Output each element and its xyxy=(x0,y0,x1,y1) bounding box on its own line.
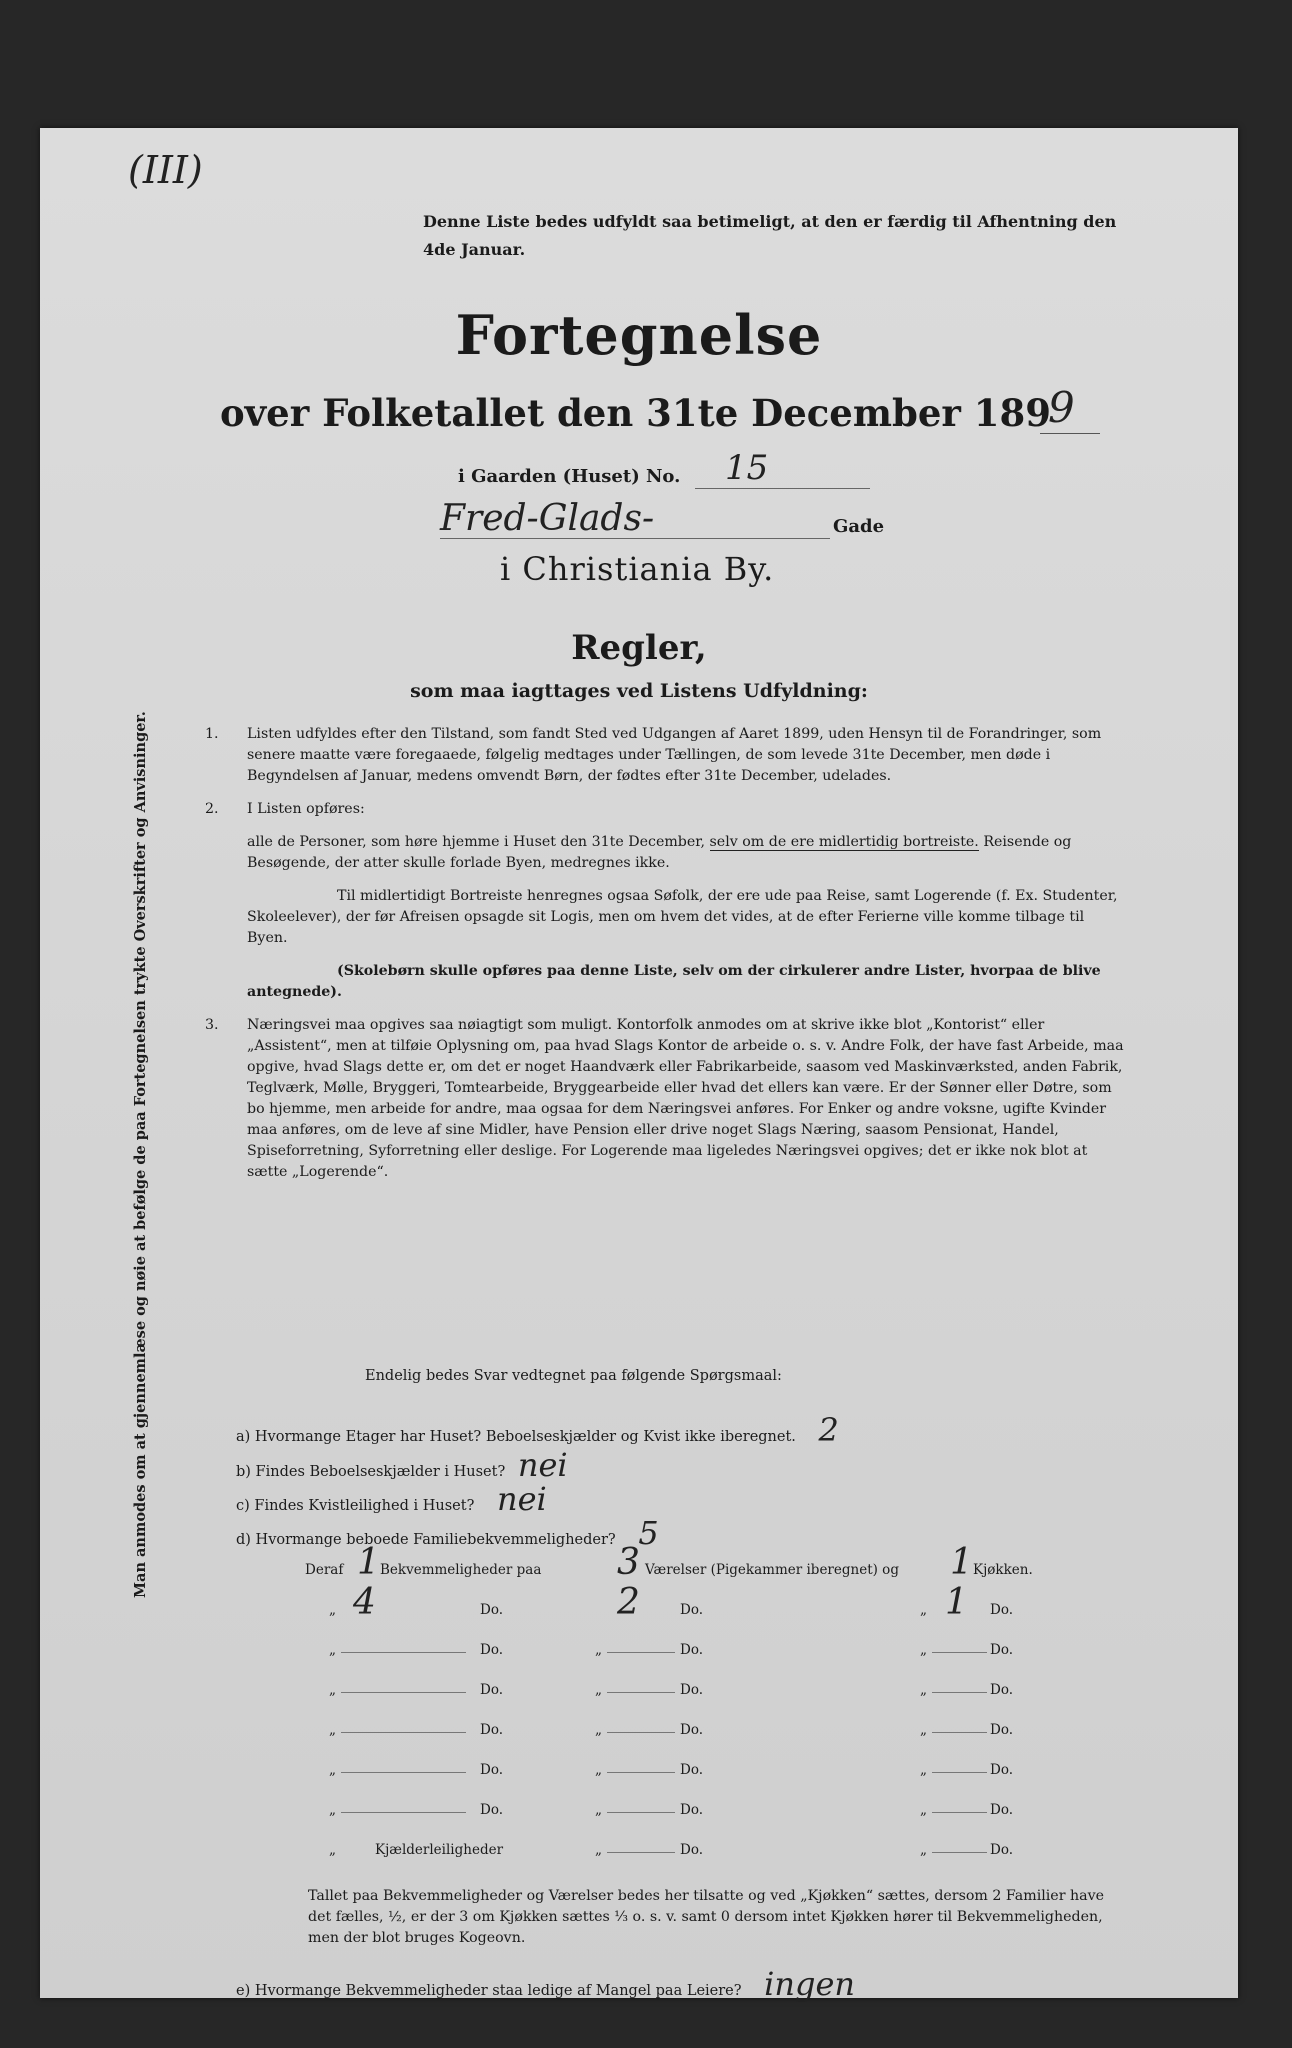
row-do: Do. xyxy=(480,1602,504,1618)
row-quote: „ xyxy=(920,1802,927,1818)
row-do: Do. xyxy=(480,1802,504,1818)
blank-line xyxy=(932,1652,987,1653)
rules-subtitle: som maa iagttages ved Listens Udfyldning: xyxy=(410,680,868,702)
row-quote: „ xyxy=(329,1642,336,1658)
rule-text: Næringsvei maa opgives saa nøiagtigt som muligt. Kontorfolk anmodes om at skrive ikke blot „Kontorist“ eller „Assistent“, men at tilføie Oplysning om, paa hvad Slags Kontor de arbeide o. s. v. Andre Folk, der have fast Arbeide, maa opgive, hvad Slags dette er, om det er noget Haandværk eller Fabrikarbeide, saasom ved Maskinværksted, anden Fabrik, Teglværk, Mølle, Bryggeri, Tomtearbeide, Bryggearbeide eller hvad det ellers kan være. Er der Sønner eller Døtre, som bo hjemme, men arbeide for andre, maa ogsaa for dem Næringsvei anføres. For Enker og andre voksne, ugifte Kvinder maa anføres, om de leve af sine Midler, have Pension eller drive noget Slags Næring, saasom Pensionat, Handel, Spiseforretning, Syforretning eller deslige. For Logerende maa ligeledes Næringsvei opgives; det er ikke nok blot at sætte „Logerende“. xyxy=(247,1017,1124,1180)
question-e xyxy=(236,1965,855,2003)
dwelling-row xyxy=(305,1542,1085,1590)
blank-line xyxy=(607,1732,675,1733)
row-quote: „ xyxy=(329,1802,336,1818)
form-subtitle: over Folketallet den 31te December 189 xyxy=(220,391,1052,435)
year-line xyxy=(1040,433,1100,434)
dwelling-row-empty xyxy=(305,1670,1085,1710)
dwelling-row-empty xyxy=(305,1750,1085,1790)
row-do: Do. xyxy=(680,1602,704,1618)
rule-number: 2. xyxy=(205,801,219,817)
row-do: Do. xyxy=(480,1762,504,1778)
answer-e: ingen xyxy=(764,1965,856,2003)
street-name: Fred-Glads- xyxy=(440,498,655,539)
blank-line xyxy=(607,1772,675,1773)
side-instruction: Man anmodes om at gjennemlæse og nøie at befølge de paa Fortegnelsen trykte Overskrifter og Anvisninger. xyxy=(132,711,149,1598)
answer-b: nei xyxy=(517,1446,568,1484)
question-text: c) Findes Kvistleilighed i Huset? xyxy=(236,1498,475,1514)
row-do: Do. xyxy=(990,1682,1014,1698)
street-line xyxy=(440,538,830,539)
row-do: Do. xyxy=(990,1802,1014,1818)
rule-2-p2: Til midlertidigt Bortreiste henregnes ogsaa Søfolk, der ere ude paa Reise, samt Logerende (f. Ex. Studenter, Skoleelever), der før Afreisen opsagde sit Logis, men om hvem det vides, at de efter Ferierne ville komme tilbage til Byen. xyxy=(247,888,1118,946)
dwelling-row-last xyxy=(305,1870,1085,1884)
blank-line xyxy=(341,1652,466,1653)
rule-2-p3: (Skolebørn skulle opføres paa denne Liste, selv om der cirkulerer andre Lister, hvorpaa de blive antegnede). xyxy=(247,963,1101,1000)
rule-number: 1. xyxy=(205,726,219,742)
answer-a: 2 xyxy=(818,1411,839,1449)
rule-text: Listen udfyldes efter den Tilstand, som fandt Sted ved Udgangen af Aaret 1899, uden Hensyn til de Forandringer, som senere maatte være foregaaede, følgelig medtages under Tællingen, de som levede 31te December, men døde i Begyndelsen af Januar, medens omvendt Børn, der fødtes efter 31te December, udelades. xyxy=(247,726,1102,784)
row-quote: „ xyxy=(329,1722,336,1738)
question-d xyxy=(236,1514,659,1552)
row-quote: „ xyxy=(920,1602,927,1618)
row-quote: „ xyxy=(595,1802,602,1818)
census-form-page xyxy=(40,128,1238,2003)
row-quote: „ xyxy=(329,1762,336,1778)
rule-lead: I Listen opføres: xyxy=(247,801,365,817)
rule-2c: Reisende og Besøgende, der atter skulle forlade Byen, medregnes ikke. xyxy=(247,834,1072,871)
blank-line xyxy=(932,1812,987,1813)
row-quote: „ xyxy=(920,1762,927,1778)
row-quote: „ xyxy=(595,1842,602,1858)
row-do: Do. xyxy=(990,1842,1014,1858)
row-do: Do. xyxy=(680,1642,704,1658)
blank-line xyxy=(341,1692,466,1693)
row-quote: „ xyxy=(329,1602,336,1618)
margin-mark: (III) xyxy=(128,148,203,192)
question-c xyxy=(236,1480,547,1518)
rule-text xyxy=(247,832,1125,874)
question-text: e) Hvormange Bekvemmeligheder staa ledige af Mangel paa Leiere? xyxy=(236,1983,742,1999)
answer-c: nei xyxy=(496,1480,547,1518)
row-do: Do. xyxy=(680,1682,704,1698)
row-quote: „ xyxy=(595,1682,602,1698)
question-text: a) Hvormange Etager har Huset? Beboelseskjælder og Kvist ikke iberegnet. xyxy=(236,1429,796,1445)
answer-d: 5 xyxy=(638,1514,659,1552)
rule-2 xyxy=(205,799,1125,1003)
row-mid: Bekvemmeligheder paa xyxy=(380,1562,542,1578)
kjaelder-label: Kjælderleiligheder xyxy=(375,1842,504,1858)
row-rooms: 3 xyxy=(617,1542,640,1583)
dwelling-row-empty xyxy=(305,1710,1085,1750)
row-do: Do. xyxy=(480,1722,504,1738)
row-do: Do. xyxy=(480,1642,504,1658)
blank-line xyxy=(341,1812,466,1813)
row-quote: „ xyxy=(595,1722,602,1738)
row-count: 4 xyxy=(353,1582,376,1623)
row-do: Do. xyxy=(680,1802,704,1818)
house-line xyxy=(695,488,870,489)
row-prefix: Deraf xyxy=(305,1562,344,1578)
row-quote: „ xyxy=(920,1722,927,1738)
row-do: Do. xyxy=(680,1722,704,1738)
blank-line xyxy=(932,1692,987,1693)
city-label: i Christiania By. xyxy=(500,550,775,588)
row-do: Do. xyxy=(480,1682,504,1698)
rules-title: Regler, xyxy=(571,628,707,668)
question-b xyxy=(236,1446,568,1484)
blank-line xyxy=(607,1692,675,1693)
blank-line xyxy=(341,1772,466,1773)
blank-line xyxy=(932,1772,987,1773)
row-quote: „ xyxy=(595,1762,602,1778)
row-quote: „ xyxy=(920,1642,927,1658)
form-title: Fortegnelse xyxy=(455,303,823,367)
row-do: Do. xyxy=(990,1642,1014,1658)
street-label: Gade xyxy=(833,516,885,537)
blank-line xyxy=(607,1852,675,1853)
rule-1 xyxy=(205,724,1125,787)
row-kitchens-label: Kjøkken. xyxy=(973,1562,1033,1578)
house-number: 15 xyxy=(725,448,769,488)
questions-intro: Endelig bedes Svar vedtegnet paa følgende Spørgsmaal: xyxy=(365,1368,782,1384)
blank-line xyxy=(341,1732,466,1733)
footnote: Tallet paa Bekvemmeligheder og Værelser bedes her tilsatte og ved „Kjøkken“ sættes, dersom 2 Familier have det fælles, ½, er der 3 om Kjøkken sættes ⅓ o. s. v. samt 0 dersom intet Kjøkken hører til Bekvemmeligheden, men der blot bruges Kogeovn. xyxy=(308,1888,1105,1946)
question-text: d) Hvormange beboede Familiebekvemmeligheder? xyxy=(236,1532,616,1548)
row-quote: „ xyxy=(329,1682,336,1698)
dwelling-row-empty xyxy=(305,1630,1085,1670)
row-rooms: 2 xyxy=(617,1582,640,1623)
row-rooms-label: Værelser (Pigekammer iberegnet) og xyxy=(645,1562,899,1578)
row-do: Do. xyxy=(680,1762,704,1778)
rule-3 xyxy=(205,1015,1125,1183)
row-do: Do. xyxy=(680,1842,704,1858)
row-quote: „ xyxy=(595,1642,602,1658)
header-note: Denne Liste bedes udfyldt saa betimeligt, at den er færdig til Afhentning den 4de Januar. xyxy=(423,212,1117,259)
kjaelder-row xyxy=(305,1830,1085,1870)
rule-number: 3. xyxy=(205,1017,219,1033)
blank-line xyxy=(932,1852,987,1853)
row-count: 1 xyxy=(357,1542,380,1583)
question-text: b) Findes Beboelseskjælder i Huset? xyxy=(236,1464,506,1480)
row-do: Do. xyxy=(990,1602,1014,1618)
row-do: Do. xyxy=(990,1722,1014,1738)
rule-2b: selv om de ere midlertidig bortreiste. xyxy=(709,834,979,850)
blank-line xyxy=(932,1732,987,1733)
rule-2a: alle de Personer, som høre hjemme i Huset den 31te December, xyxy=(247,834,706,850)
rules-section xyxy=(205,724,1125,1195)
row-quote: „ xyxy=(920,1842,927,1858)
blank-line xyxy=(607,1812,675,1813)
row-quote: „ xyxy=(329,1842,336,1858)
row-kitchens: 1 xyxy=(950,1542,973,1583)
year-handwritten: 9 xyxy=(1048,383,1075,432)
row-kitchens: 1 xyxy=(945,1582,968,1623)
row-do: Do. xyxy=(990,1762,1014,1778)
dwelling-row-empty xyxy=(305,1790,1085,1830)
row-quote: „ xyxy=(920,1682,927,1698)
question-a xyxy=(236,1411,839,1449)
blank-line xyxy=(607,1652,675,1653)
dwelling-row xyxy=(305,1582,1085,1630)
house-label: i Gaarden (Huset) No. xyxy=(458,466,681,487)
